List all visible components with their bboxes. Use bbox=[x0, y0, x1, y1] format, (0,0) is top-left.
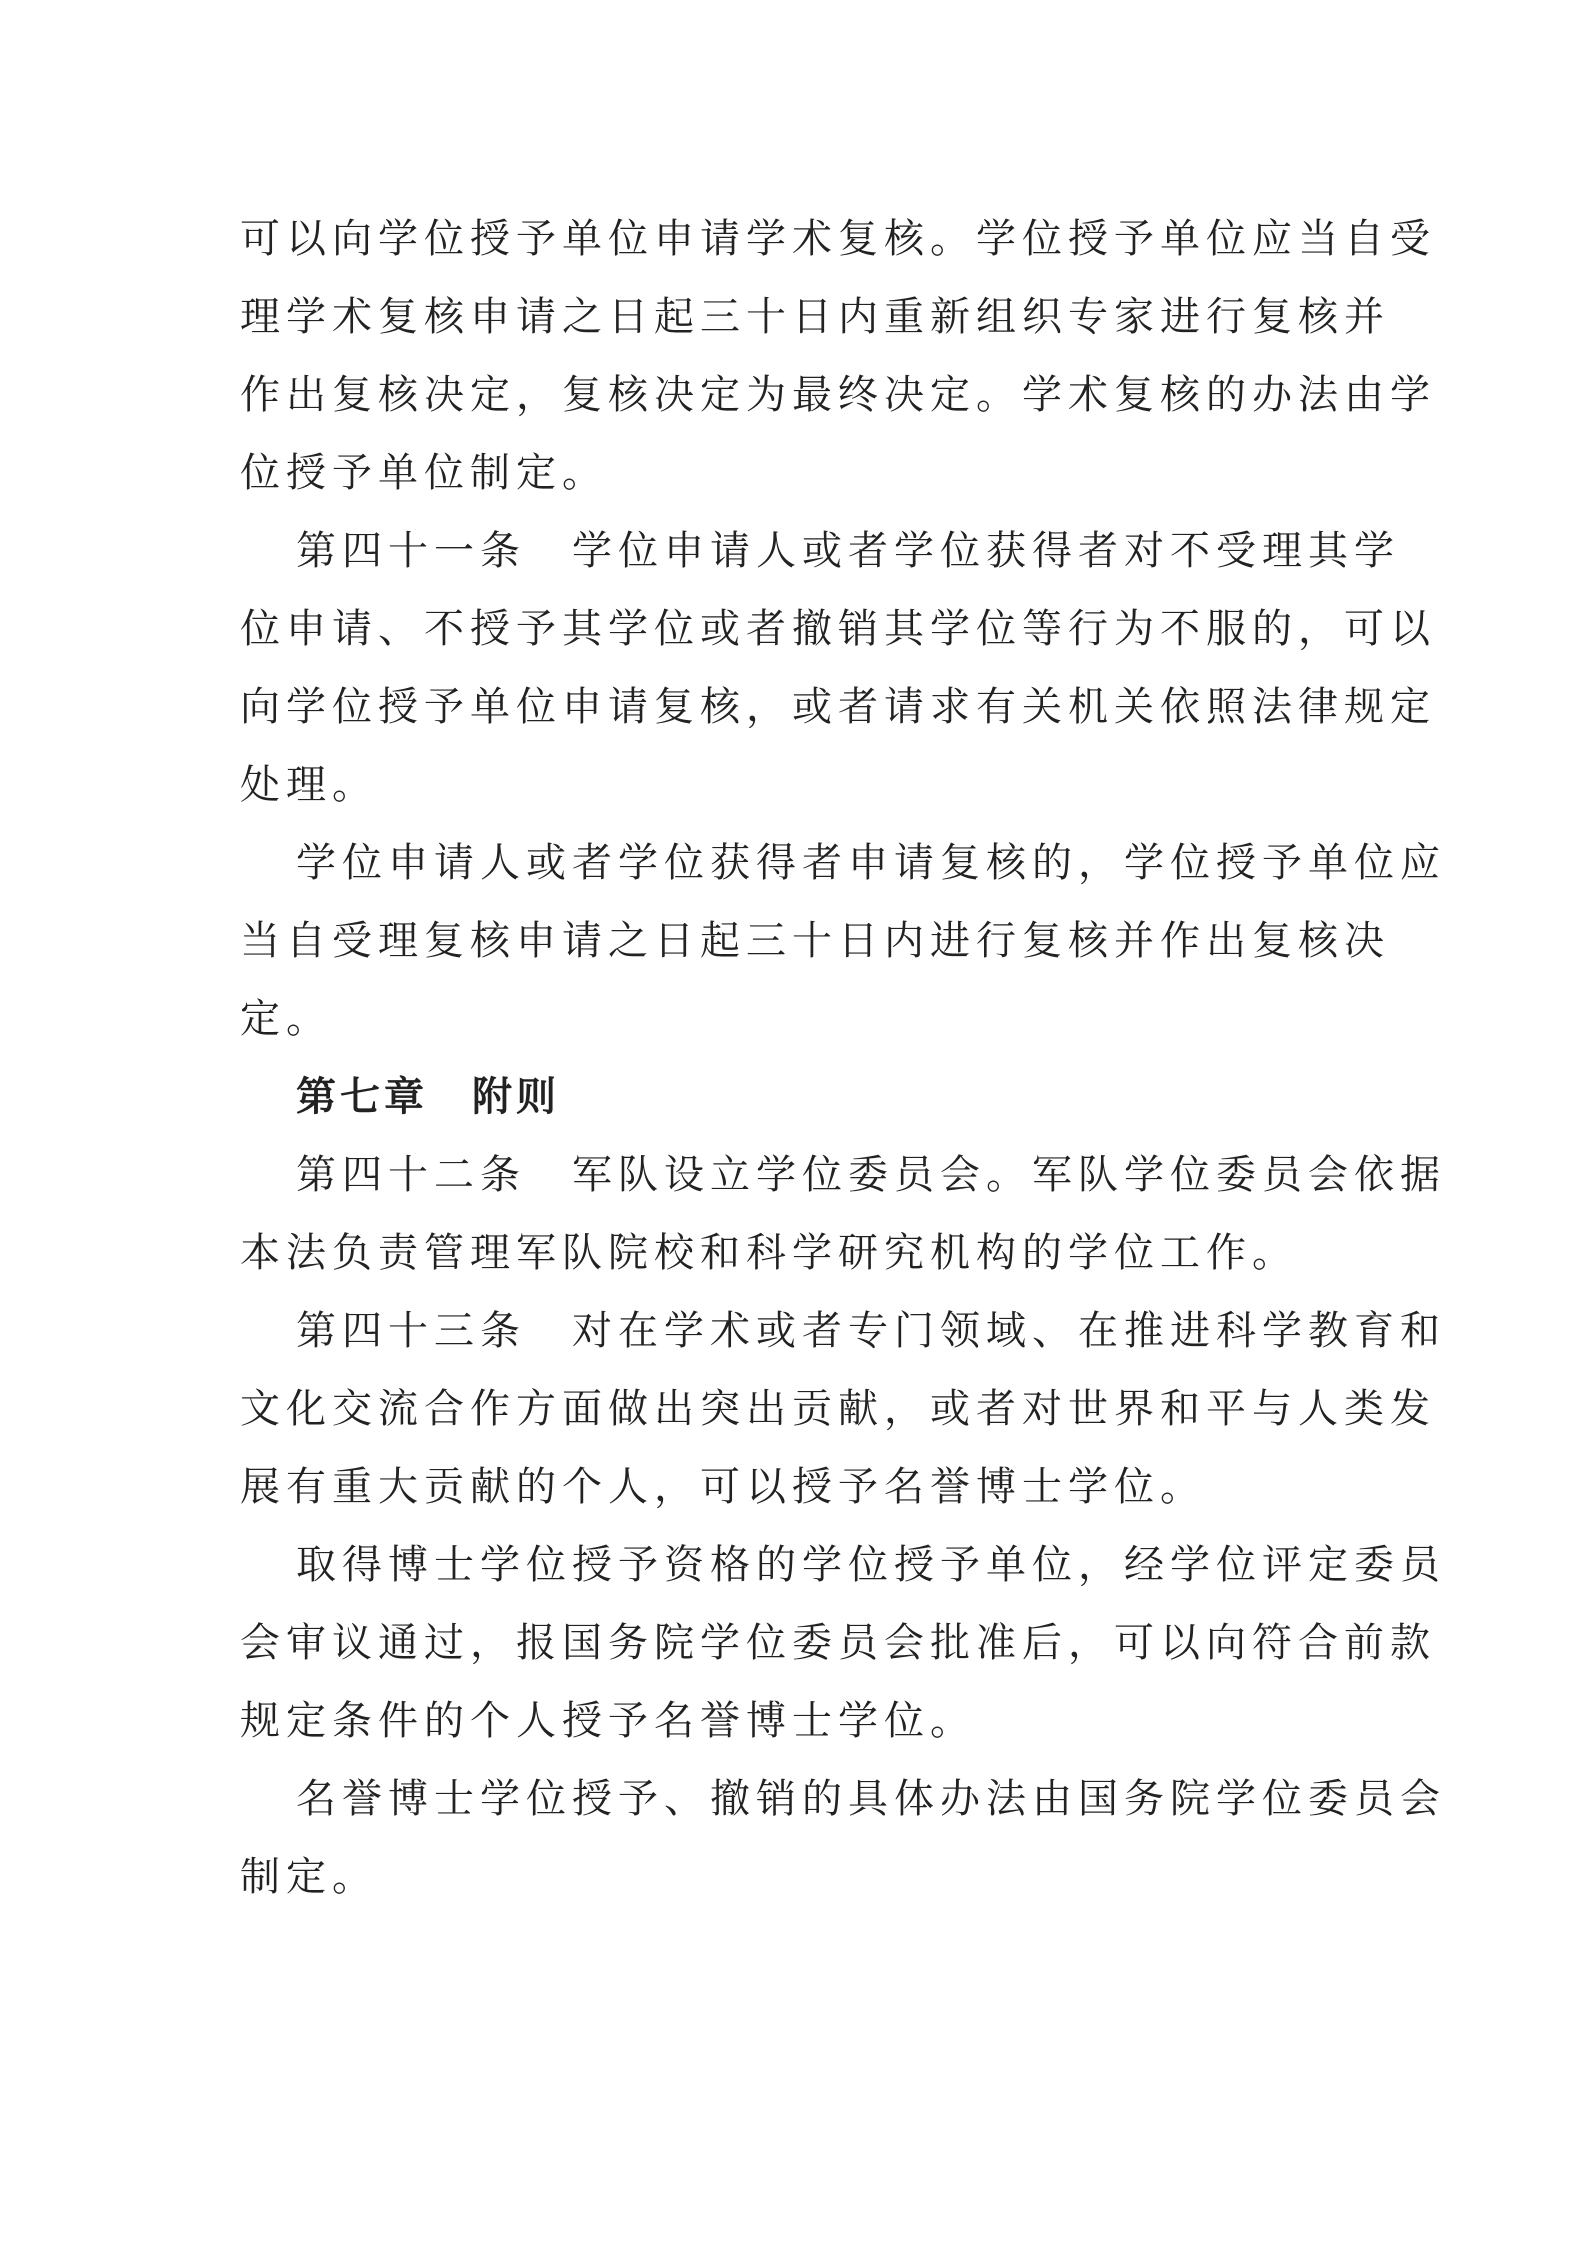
text-line: 位申请、不授予其学位或者撤销其学位等行为不服的，可以 bbox=[240, 606, 1436, 652]
article-41-line: 第四十一条 学位申请人或者学位获得者对不受理其学 bbox=[296, 528, 1400, 574]
text-line: 取得博士学位授予资格的学位授予单位，经学位评定委员 bbox=[296, 1542, 1446, 1588]
text-line: 本法负责管理军队院校和科学研究机构的学位工作。 bbox=[240, 1230, 1298, 1276]
text-line: 可以向学位授予单位申请学术复核。学位授予单位应当自受 bbox=[240, 216, 1436, 262]
text-line: 文化交流合作方面做出突出贡献，或者对世界和平与人类发 bbox=[240, 1386, 1436, 1432]
text-line: 规定条件的个人授予名誉博士学位。 bbox=[240, 1698, 976, 1744]
article-42-line: 第四十二条 军队设立学位委员会。军队学位委员会依据 bbox=[296, 1152, 1446, 1198]
article-43-line: 第四十三条 对在学术或者专门领域、在推进科学教育和 bbox=[296, 1308, 1446, 1354]
text-line: 学位申请人或者学位获得者申请复核的，学位授予单位应 bbox=[296, 840, 1446, 886]
text-line: 处理。 bbox=[240, 762, 378, 808]
text-line: 位授予单位制定。 bbox=[240, 450, 608, 496]
text-line: 作出复核决定，复核决定为最终决定。学术复核的办法由学 bbox=[240, 372, 1436, 418]
chapter-heading: 第七章 附则 bbox=[296, 1074, 560, 1120]
text-line: 当自受理复核申请之日起三十日内进行复核并作出复核决 bbox=[240, 918, 1390, 964]
text-line: 向学位授予单位申请复核，或者请求有关机关依照法律规定 bbox=[240, 684, 1436, 730]
document-body bbox=[240, 200, 1446, 1916]
text-line: 展有重大贡献的个人，可以授予名誉博士学位。 bbox=[240, 1464, 1206, 1510]
text-line: 制定。 bbox=[240, 1854, 378, 1900]
text-line: 理学术复核申请之日起三十日内重新组织专家进行复核并 bbox=[240, 294, 1390, 340]
text-line: 定。 bbox=[240, 996, 332, 1042]
text-line: 会审议通过，报国务院学位委员会批准后，可以向符合前款 bbox=[240, 1620, 1436, 1666]
text-line: 名誉博士学位授予、撤销的具体办法由国务院学位委员会 bbox=[296, 1776, 1446, 1822]
